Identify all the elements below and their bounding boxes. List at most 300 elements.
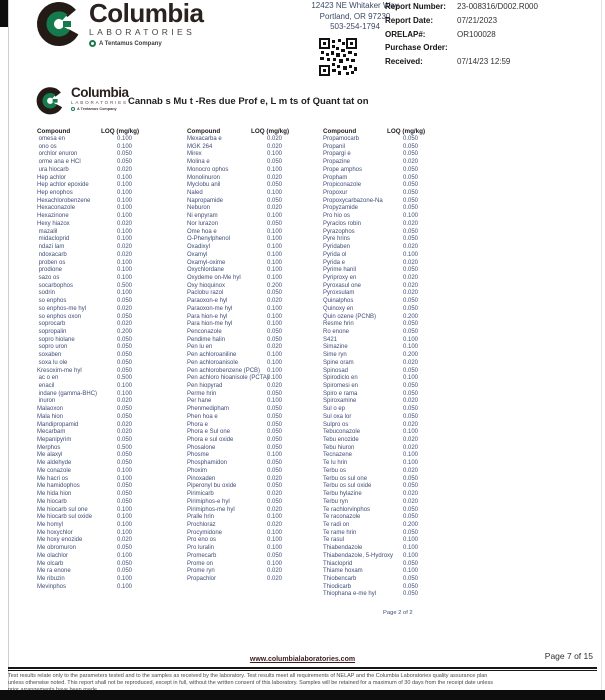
compound-name: Kresoxim-me hyl — [37, 367, 82, 374]
table-row — [37, 198, 182, 206]
compound-name: Me conazole — [37, 467, 72, 474]
loq-value: 0.050 — [267, 197, 283, 204]
table-row — [37, 553, 182, 561]
compound-name: orchlor enuron — [37, 151, 78, 158]
compound-name: sodrin — [37, 290, 56, 297]
compound-name: Oxychlordane — [187, 267, 225, 274]
compound-name: ac o en — [37, 375, 59, 382]
table-row — [37, 568, 182, 576]
compound-header: Compound — [187, 128, 221, 135]
table-row — [323, 499, 468, 507]
loq-value: 0.050 — [117, 159, 133, 166]
table-row — [187, 229, 332, 237]
page-number: Page 7 of 15 — [544, 651, 593, 661]
table-row — [323, 406, 468, 414]
compound-name: Pen hiopyrad — [187, 383, 223, 389]
table-row — [37, 151, 182, 159]
compound-name: soxa lu ole — [37, 359, 68, 366]
inner-page-number: Page 2 of 2 — [383, 610, 413, 616]
compound-name: socarbophos — [37, 282, 74, 289]
table-row — [37, 530, 182, 538]
loq-value: 0.020 — [117, 421, 133, 428]
compound-name: Pro luralin — [187, 545, 215, 552]
compound-name: Pyriproxy en — [323, 274, 357, 281]
compound-name: Phosalone — [187, 444, 216, 451]
loq-value: 0.020 — [267, 575, 283, 582]
loq-value: 0.050 — [117, 406, 133, 413]
table-row — [323, 151, 468, 159]
loq-value: 0.100 — [117, 197, 133, 204]
table-row — [37, 468, 182, 476]
loq-value: 0.050 — [117, 491, 133, 498]
table-row — [187, 537, 332, 545]
table-row — [323, 553, 468, 561]
loq-value: 0.100 — [117, 213, 133, 220]
compound-name: soxaben — [37, 352, 62, 359]
loq-value: 0.100 — [117, 205, 133, 212]
loq-value: 0.050 — [403, 529, 419, 536]
compound-name: Phosphamidon — [187, 460, 228, 467]
compound-name: mazalil — [37, 228, 58, 235]
table-row — [323, 414, 468, 422]
compound-name: Pen lu en — [187, 344, 213, 351]
compound-name: Propachlor — [187, 575, 217, 582]
compound-name: Propiconazole — [323, 182, 362, 189]
table-row — [187, 175, 332, 183]
compound-name: Tecnazene — [323, 452, 353, 459]
table-row — [323, 452, 468, 460]
loq-value: 0.050 — [403, 390, 419, 397]
table-row — [187, 360, 332, 368]
qr-code-icon — [318, 37, 358, 82]
table-row — [187, 344, 332, 352]
loq-value: 0.020 — [117, 166, 133, 173]
loq-value: 0.050 — [267, 220, 283, 227]
compound-name: Paclobu razol — [187, 290, 224, 297]
table-row — [37, 452, 182, 460]
compound-name: Pyrida ol — [323, 251, 347, 258]
compound-name: Oxadixyl — [187, 244, 211, 251]
table-row — [323, 491, 468, 499]
compound-name: Me hida hion — [37, 491, 72, 498]
table-row — [37, 491, 182, 499]
info-row — [385, 57, 600, 71]
loq-value: 0.100 — [267, 244, 283, 251]
table-row — [187, 414, 332, 422]
compound-name: Pen achloroanisole — [187, 359, 239, 366]
loq-value: 0.100 — [117, 174, 133, 181]
loq-value: 0.050 — [117, 483, 133, 490]
compound-name: Para hion-me hyl — [187, 321, 233, 328]
info-value: 07/14/23 12:59 — [457, 57, 511, 67]
table-row — [37, 337, 182, 345]
columbia-logo-icon — [36, 0, 83, 52]
loq-value: 0.100 — [267, 151, 283, 158]
table-row — [323, 267, 468, 275]
loq-value: 0.050 — [267, 444, 283, 451]
compound-name: Terbu os — [323, 467, 347, 474]
compound-name: Hexachlorobenzene — [37, 197, 91, 204]
compound-name: Pyridaben — [323, 244, 351, 251]
loq-value: 0.050 — [267, 290, 283, 297]
table-row — [187, 151, 332, 159]
compound-name: Hexaconazole — [37, 205, 76, 212]
compound-name: Sime ryn — [323, 352, 347, 359]
loq-value: 0.020 — [403, 398, 419, 405]
compound-name: Propamocarb — [323, 136, 360, 142]
loq-value: 0.100 — [267, 375, 283, 382]
loq-value: 0.100 — [267, 367, 283, 374]
loq-value: 0.050 — [117, 498, 133, 505]
loq-value: 0.100 — [267, 274, 283, 281]
table-row — [37, 275, 182, 283]
compound-name: so enphos-me hyl — [37, 305, 87, 312]
compound-name: Mecarbam — [37, 429, 66, 436]
compound-name: Me obromuron — [37, 545, 77, 552]
table-row — [323, 576, 468, 584]
compound-name: Nor lurazon — [187, 220, 219, 227]
table-row — [187, 182, 332, 190]
loq-value: 0.100 — [267, 321, 283, 328]
compound-name: Pro hio os — [323, 213, 351, 220]
table-row — [37, 205, 182, 213]
table-row — [37, 144, 182, 152]
compound-name: Prome on — [187, 560, 214, 567]
loq-value: 0.100 — [117, 182, 133, 189]
compound-name: Te rachlorvinphos — [323, 506, 371, 513]
loq-value: 0.020 — [267, 475, 283, 482]
compound-name: Me hiocarb — [37, 498, 67, 505]
table-row — [37, 375, 182, 383]
table-row — [37, 236, 182, 244]
compound-name: Tebu enozide — [323, 437, 359, 444]
table-row — [323, 190, 468, 198]
compound-name: sopropalin — [37, 328, 67, 335]
compound-name: Thiobencarb — [323, 575, 357, 582]
table-row — [187, 267, 332, 275]
logo-brand-text-small: Columbia — [71, 85, 129, 100]
loq-value: 0.050 — [403, 514, 419, 521]
compound-name: Propanil — [323, 143, 346, 150]
table-row — [323, 507, 468, 515]
compound-name: Mepanipyrim — [37, 437, 72, 444]
compound-name: Per hane — [187, 398, 212, 405]
compound-name: prodione — [37, 267, 63, 274]
table-row — [323, 260, 468, 268]
loq-value: 0.050 — [403, 143, 419, 150]
table-row — [323, 198, 468, 206]
table-row — [323, 383, 468, 391]
logo-tagline-small: A Tentamus Company — [71, 107, 129, 111]
table-row — [187, 460, 332, 468]
loq-value: 0.020 — [403, 498, 419, 505]
compound-name: Phosme — [187, 452, 211, 459]
compound-name: Pirimiphos-me hyl — [187, 506, 235, 513]
table-row — [323, 514, 468, 522]
compound-name: Oxydeme on-Me hyl — [187, 274, 241, 281]
table-row — [37, 445, 182, 453]
compound-name: Procymidone — [187, 529, 223, 536]
loq-value: 0.100 — [117, 190, 133, 197]
loq-value: 0.050 — [403, 367, 419, 374]
address-line: Portland, OR 97230 — [319, 11, 391, 21]
loq-value: 0.050 — [117, 336, 133, 343]
compound-name: inuron — [37, 398, 56, 405]
compound-name: Malaoxon — [37, 406, 64, 413]
loq-value: 0.200 — [117, 328, 133, 335]
footer-rule — [8, 667, 597, 669]
compound-name: Perme hrin — [187, 390, 217, 397]
compound-name: sopro uron — [37, 344, 68, 351]
loq-value: 0.100 — [267, 166, 283, 173]
table-row — [323, 290, 468, 298]
loq-value: 0.050 — [117, 560, 133, 567]
compound-name: Monocro ophos — [187, 166, 229, 173]
compound-name: Me alaxyl — [37, 452, 63, 459]
table-row — [37, 460, 182, 468]
loq-value: 0.100 — [267, 267, 283, 274]
loq-value: 0.050 — [403, 475, 419, 482]
loq-value: 0.020 — [267, 136, 283, 142]
loq-value: 0.020 — [403, 282, 419, 289]
loq-value: 0.020 — [267, 568, 283, 575]
table-row — [323, 275, 468, 283]
loq-value: 0.100 — [117, 228, 133, 235]
loq-value: 0.050 — [267, 406, 283, 413]
compound-name: Terbu os sul oxide — [323, 483, 372, 490]
table-row — [37, 252, 182, 260]
table-row — [323, 221, 468, 229]
loq-value: 0.100 — [403, 545, 419, 552]
loq-value: 0.100 — [403, 251, 419, 258]
table-row — [323, 375, 468, 383]
compound-name: Thiabendazole, 5-Hydroxy — [323, 552, 394, 559]
loq-value: 0.050 — [403, 321, 419, 328]
loq-value: 0.100 — [267, 251, 283, 258]
compound-name: Pyrime hanil — [323, 267, 357, 274]
table-row — [323, 283, 468, 291]
table-row — [187, 205, 332, 213]
table-row — [37, 136, 182, 144]
table-row — [323, 229, 468, 237]
table-row — [187, 468, 332, 476]
tentamus-icon — [89, 40, 96, 47]
table-row — [37, 391, 182, 399]
loq-value: 0.050 — [403, 236, 419, 243]
scan-bottom-artifact — [0, 690, 605, 700]
loq-value: 0.100 — [117, 136, 133, 142]
compound-name: Myclobu anil — [187, 182, 221, 189]
loq-value: 0.100 — [403, 375, 419, 382]
compound-name: Sulpro os — [323, 421, 349, 428]
compound-name: S421 — [323, 336, 338, 343]
info-row — [385, 2, 600, 16]
loq-value: 0.020 — [267, 205, 283, 212]
loq-value: 0.050 — [267, 467, 283, 474]
table-row — [37, 514, 182, 522]
loq-value: 0.050 — [267, 498, 283, 505]
table-row — [37, 483, 182, 491]
compound-name: Prome ryn — [187, 568, 215, 575]
loq-value: 0.050 — [403, 560, 419, 567]
loq-value: 0.020 — [267, 506, 283, 513]
compound-name: Te raconazole — [323, 514, 361, 521]
table-row — [37, 398, 182, 406]
loq-value: 0.050 — [267, 328, 283, 335]
compound-name: Propoxycarbazone-Na — [323, 197, 383, 204]
table-row — [323, 422, 468, 430]
table-row — [187, 530, 332, 538]
loq-value: 0.050 — [117, 545, 133, 552]
table-row — [323, 445, 468, 453]
compound-name: soprocarb — [37, 321, 66, 328]
loq-value: 0.100 — [117, 583, 133, 590]
loq-value: 0.100 — [117, 506, 133, 513]
table-row — [187, 314, 332, 322]
loq-value: 0.020 — [403, 421, 419, 428]
loq-value: 0.020 — [117, 537, 133, 544]
loq-value: 0.050 — [267, 390, 283, 397]
compound-name: Mala hion — [37, 413, 64, 420]
loq-value: 0.020 — [403, 244, 419, 251]
table-row — [323, 314, 468, 322]
table-row — [187, 561, 332, 569]
loq-value: 0.100 — [117, 514, 133, 521]
loq-value: 0.050 — [117, 344, 133, 351]
section-title: Cannab s Mu t -Res due Prof e, L m ts of Quant tat on — [128, 96, 369, 107]
table-row — [37, 584, 182, 592]
compound-name: Thiame hoxam — [323, 568, 363, 575]
loq-value: 0.020 — [403, 437, 419, 444]
loq-value: 0.020 — [403, 159, 419, 166]
loq-value: 0.100 — [267, 305, 283, 312]
compound-name: Te lu hrin — [323, 460, 348, 467]
table-row — [37, 368, 182, 376]
loq-value: 0.200 — [403, 313, 419, 320]
table-row — [323, 236, 468, 244]
table-row — [37, 167, 182, 175]
compound-name: MGK 264 — [187, 143, 213, 150]
loq-value: 0.020 — [117, 244, 133, 251]
compound-name: sopro hiolane — [37, 336, 75, 343]
compound-name: Tebu hiuron — [323, 444, 355, 451]
loq-value: 0.020 — [117, 321, 133, 328]
loq-value: 0.050 — [267, 421, 283, 428]
table-row — [37, 314, 182, 322]
loq-value: 0.020 — [403, 491, 419, 498]
loq-value: 0.100 — [267, 398, 283, 405]
loq-value: 0.020 — [403, 259, 419, 266]
compound-name: Spiroxamine — [323, 398, 357, 405]
loq-value: 0.050 — [267, 437, 283, 444]
loq-value: 0.050 — [403, 583, 419, 590]
loq-value: 0.100 — [267, 359, 283, 366]
compound-name: Me ribuzin — [37, 575, 65, 582]
table-row — [37, 344, 182, 352]
loq-value: 0.050 — [403, 136, 419, 142]
compound-name: Pyroxasul one — [323, 282, 362, 289]
loq-value: 0.100 — [267, 560, 283, 567]
table-row — [323, 568, 468, 576]
loq-value: 0.100 — [267, 537, 283, 544]
table-row — [37, 429, 182, 437]
compound-name: Phora e Sul one — [187, 429, 231, 436]
table-row — [187, 406, 332, 414]
loq-value: 0.100 — [117, 259, 133, 266]
table-row — [187, 321, 332, 329]
scan-edge-right — [601, 0, 602, 700]
loq-value: 0.050 — [267, 552, 283, 559]
loq-value: 0.100 — [117, 467, 133, 474]
loq-value: 0.100 — [117, 267, 133, 274]
compound-name: Propargi e — [323, 151, 351, 158]
compound-name: Piperonyl bu oxide — [187, 483, 237, 490]
compound-name: Penconazole — [187, 328, 222, 335]
loq-value: 0.020 — [117, 220, 133, 227]
table-row — [187, 290, 332, 298]
loq-value: 0.020 — [117, 429, 133, 436]
table-row — [323, 182, 468, 190]
compound-name: Paraoxon-e hyl — [187, 298, 228, 305]
lab-website-link[interactable]: www.columbialaboratories.com — [249, 656, 356, 663]
compound-name: Ni enpyram — [187, 213, 218, 220]
table-row — [323, 483, 468, 491]
compound-name: Te rame hrin — [323, 529, 357, 536]
table-row — [187, 375, 332, 383]
loq-value: 0.020 — [267, 344, 283, 351]
table-row — [323, 329, 468, 337]
table-row — [323, 337, 468, 345]
table-row — [37, 182, 182, 190]
loq-value: 0.020 — [403, 467, 419, 474]
loq-value: 0.050 — [117, 452, 133, 459]
compound-name: Phoxim — [187, 467, 208, 474]
compound-name: Thiophana e-me hyl — [323, 591, 377, 598]
compound-name: Pyrida e — [323, 259, 346, 266]
table-row — [37, 406, 182, 414]
loq-value: 0.100 — [403, 552, 419, 559]
loq-value: 0.100 — [267, 313, 283, 320]
table-row — [187, 391, 332, 399]
compound-name: Pendime halin — [187, 336, 226, 343]
compound-name: Pyraclos robin — [323, 220, 362, 227]
loq-value: 0.050 — [403, 413, 419, 420]
loq-value: 0.020 — [403, 220, 419, 227]
table-row — [323, 437, 468, 445]
compound-name: Sul oxa lor — [323, 413, 352, 420]
table-row — [187, 483, 332, 491]
table-row — [37, 352, 182, 360]
loq-value: 0.050 — [403, 298, 419, 305]
table-row — [37, 329, 182, 337]
compound-column-1 — [37, 136, 182, 591]
loq-value: 0.020 — [267, 143, 283, 150]
loq-value: 0.100 — [403, 460, 419, 467]
compound-name: Mirex — [187, 151, 202, 158]
loq-value: 0.050 — [117, 437, 133, 444]
table-row — [323, 561, 468, 569]
loq-value: 0.050 — [403, 267, 419, 274]
compound-name: Phora e sul oxide — [187, 437, 234, 444]
loq-value: 0.050 — [403, 575, 419, 582]
table-row — [187, 514, 332, 522]
table-row — [37, 360, 182, 368]
compound-header: Compound — [323, 128, 357, 135]
scan-edge-left — [8, 0, 9, 700]
table-row — [323, 244, 468, 252]
loq-value: 0.100 — [117, 575, 133, 582]
loq-value: 0.050 — [403, 174, 419, 181]
